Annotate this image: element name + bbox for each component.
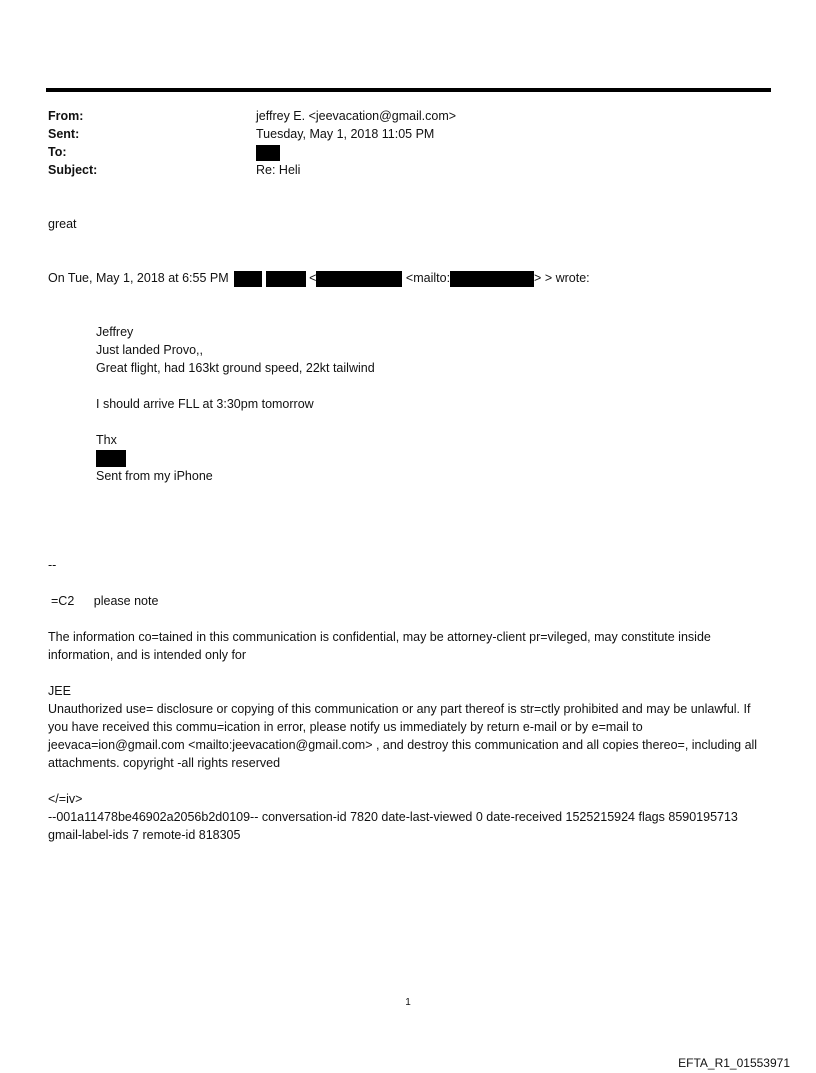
page-number: 1: [405, 997, 411, 1008]
sent-row: [48, 125, 748, 143]
quote-intro-suffix: > > wrote:: [534, 271, 590, 285]
separator: --: [48, 558, 57, 572]
redaction-box: [316, 271, 402, 287]
quoted-greeting: Jeffrey: [96, 325, 134, 339]
subject-row: [48, 161, 748, 179]
unauthorized-paragraph: Unauthorized use= disclosure or copying of this communication or any part thereof is str=ctly prohibited and may be unlawful. If you have received this commu=ication in error, please notify us immediately by return e-mail or by e=mail to jeevaca=ion@gmail.com <mailto:jeevacation@gmail.com> , and destroy this communication and all copies thereo=, including all attachments. copyright -all rights reserved: [48, 702, 758, 770]
redaction-box: [450, 271, 534, 287]
quote-intro: [48, 269, 590, 287]
sent-label: Sent:: [48, 127, 80, 141]
to-row: [48, 143, 748, 161]
note-code: =C2: [51, 594, 75, 608]
to-label: To:: [48, 145, 67, 159]
quoted-signature: Sent from my iPhone: [96, 469, 213, 483]
redaction-box: [96, 450, 126, 467]
quoted-thanks: Thx: [96, 433, 117, 447]
reply-text: great: [48, 217, 77, 231]
from-value: jeffrey E. <jeevacation@gmail.com>: [256, 109, 457, 123]
sent-value: Tuesday, May 1, 2018 11:05 PM: [256, 127, 435, 141]
bates-number: EFTA_R1_01553971: [678, 1056, 790, 1070]
confidential-paragraph: The information co=tained in this communication is confidential, may be attorney-client pr=vileged, may constitute inside information, and is intended only for: [48, 630, 711, 662]
subject-value: Re: Heli: [256, 163, 301, 177]
quoted-line-1: Just landed Provo,,: [96, 343, 204, 357]
from-row: [48, 107, 748, 125]
redaction-box: [256, 145, 280, 161]
quote-intro-open-angle: <: [309, 271, 317, 285]
quoted-sender-redaction: [96, 449, 126, 467]
note-text: please note: [93, 594, 159, 608]
redaction-box: [234, 271, 262, 287]
closing-tag: </=iv>: [48, 792, 83, 806]
header-rule: [46, 88, 771, 92]
metadata-line: --001a11478be46902a2056b2d0109-- conversation-id 7820 date-last-viewed 0 date-received 1525215924 flags 8590195713 gmail-label-ids 7 remote-id 818305: [48, 810, 738, 842]
subject-label: Subject:: [48, 163, 98, 177]
to-value: [256, 143, 280, 161]
quote-intro-prefix: On Tue, May 1, 2018 at 6:55 PM: [48, 271, 229, 285]
quote-intro-mailto: <mailto:: [405, 271, 451, 285]
quoted-line-3: I should arrive FLL at 3:30pm tomorrow: [96, 397, 314, 411]
from-label: From:: [48, 109, 84, 123]
jee-line: JEE: [48, 684, 71, 698]
redaction-box: [266, 271, 306, 287]
please-note-line: [51, 592, 158, 610]
quoted-line-2: Great flight, had 163kt ground speed, 22kt tailwind: [96, 361, 375, 375]
